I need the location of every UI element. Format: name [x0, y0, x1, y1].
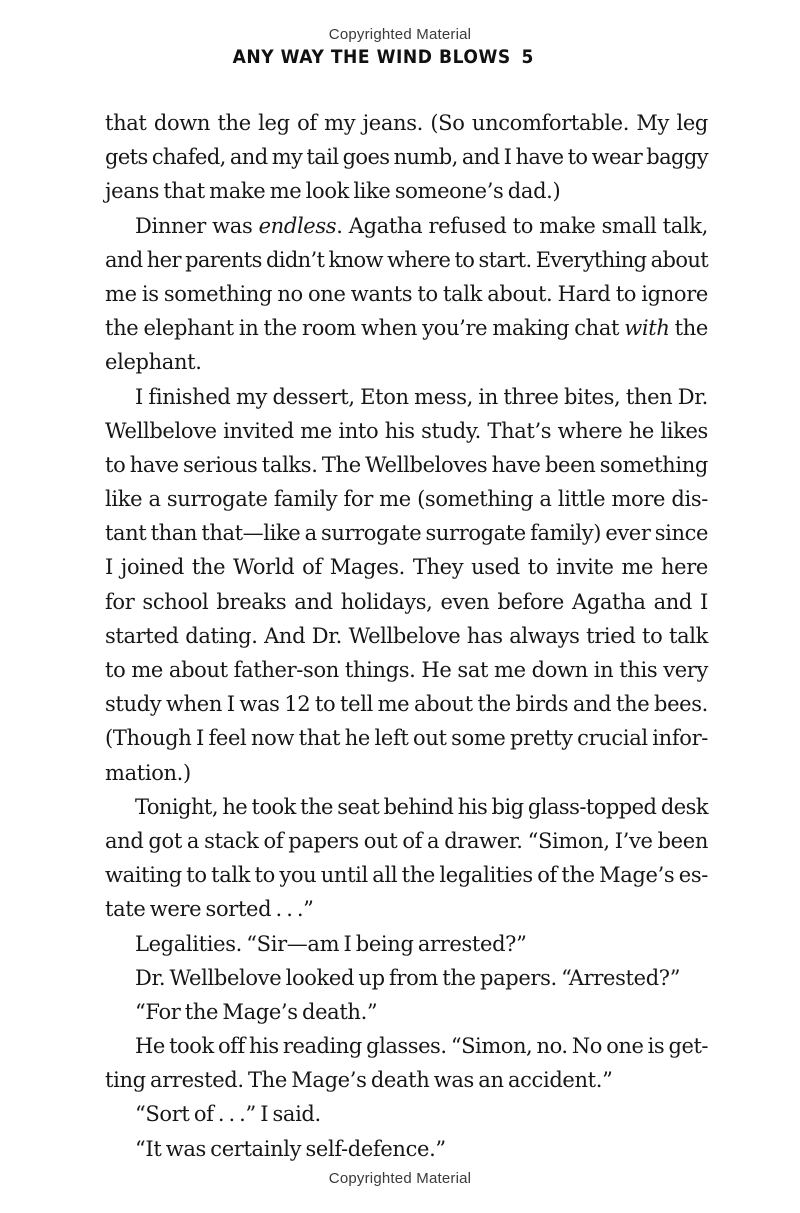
text-line: and got a stack of papers out of a drawer. “Simon, I’ve been — [105, 828, 708, 853]
text-run: . Agatha refused to make small talk, — [336, 213, 709, 238]
text-line: I finished my dessert, Eton mess, in three bites, then Dr. — [135, 384, 708, 409]
text-line: like a surrogate family for me (something a little more dis- — [105, 487, 708, 512]
text-line: Dr. Wellbelove looked up from the papers. “Arrested?” — [135, 965, 681, 990]
running-head — [53, 46, 534, 68]
text-line: Tonight, he took the seat behind his big glass-topped desk — [135, 794, 708, 819]
text-line: Wellbelove invited me into his study. That’s where he likes — [105, 418, 708, 443]
text-run: the elephant in the room when you’re making chat — [105, 316, 625, 341]
text-line: elephant. — [105, 350, 202, 375]
text-line: study when I was 12 to tell me about the birds and the bees. — [105, 692, 708, 717]
text-line: for school breaks and holidays, even before Agatha and I — [105, 589, 708, 614]
text-run: the — [669, 316, 708, 341]
text-line: ting arrested. The Mage’s death was an accident.” — [105, 1068, 613, 1093]
text-line — [105, 311, 708, 345]
text-line: me is something no one wants to talk about. Hard to ignore — [105, 281, 708, 306]
text-line: waiting to talk to you until all the legalities of the Mage’s es- — [105, 863, 708, 888]
text-line: to have serious talks. The Wellbeloves have been something — [105, 452, 708, 477]
text-line: started dating. And Dr. Wellbelove has always tried to talk — [105, 623, 708, 648]
text-line: that down the leg of my jeans. (So uncomfortable. My leg — [105, 111, 708, 135]
text-line: “Sort of . . .” I said. — [135, 1102, 321, 1127]
text-line: mation.) — [105, 760, 191, 785]
text-line: He took off his reading glasses. “Simon, no. No one is get- — [135, 1034, 709, 1059]
text-line: Legalities. “Sir—am I being arrested?” — [135, 931, 527, 956]
text-line: tant than that—like a surrogate surrogate family) ever since — [105, 521, 708, 546]
body-text — [105, 106, 708, 1166]
copyright-watermark-top: Copyrighted Material — [328, 26, 472, 43]
text-line: gets chafed, and my tail goes numb, and I have to wear baggy — [105, 145, 708, 170]
text-line: to me about father-son things. He sat me down in this very — [105, 658, 708, 682]
text-line: jeans that make me look like someone’s dad.) — [105, 179, 561, 204]
emphasis: with — [624, 316, 670, 341]
page-number: 5 — [521, 46, 534, 68]
text-run: Dinner was — [135, 213, 259, 238]
text-line: tate were sorted . . .” — [105, 897, 314, 922]
text-line: and her parents didn’t know where to start. Everything about — [105, 247, 708, 272]
text-line: (Though I feel now that he left out some pretty crucial infor- — [105, 726, 708, 751]
text-line: I joined the World of Mages. They used to invite me here — [105, 555, 708, 580]
emphasis: endless — [258, 213, 337, 238]
text-line: “For the Mage’s death.” — [135, 999, 378, 1024]
text-line — [105, 209, 708, 243]
text-line: “It was certainly self-defence.” — [135, 1136, 446, 1161]
book-title: ANY WAY THE WIND BLOWS — [232, 46, 511, 68]
copyright-watermark-bottom: Copyrighted Material — [328, 1170, 472, 1187]
